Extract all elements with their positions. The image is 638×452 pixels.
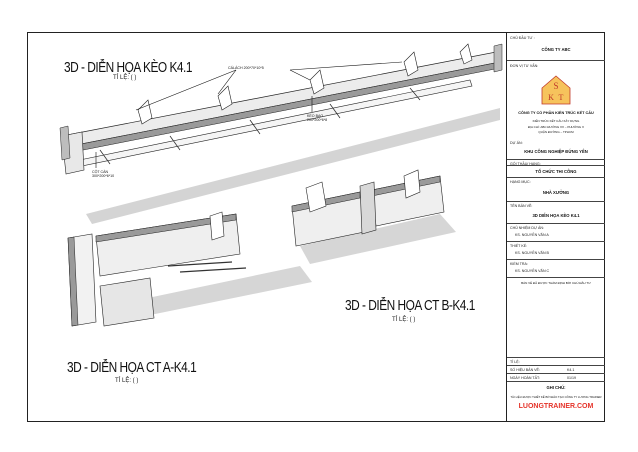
owner-row	[507, 33, 605, 61]
sheet-row	[507, 202, 605, 224]
leader-line	[290, 62, 402, 70]
meta-value: K4.1	[567, 368, 575, 372]
note-label: GHI CHÚ:	[546, 385, 566, 390]
role-name: KS. NGUYỄN VĂN C	[515, 269, 550, 273]
meta-label: TỈ LỆ:	[510, 360, 520, 364]
role-label: THIẾT KẾ:	[510, 244, 528, 248]
role-row	[507, 260, 605, 278]
meta-row	[507, 358, 605, 366]
meta-row	[507, 374, 605, 382]
purlin-cleat-note: CÁLÁCH 200*70*10*5	[228, 66, 264, 70]
ct-b-3d-view	[292, 170, 456, 264]
ct-a-brace	[180, 268, 246, 272]
item-name: TỔ CHỨC THI CÔNG	[535, 169, 577, 174]
role-row	[507, 242, 605, 260]
company-subtitle: KIẾN TRÚC KẾT CẤU XÂY DỰNG	[532, 119, 580, 123]
logo-letter-t: T	[558, 93, 564, 102]
brand-link[interactable]: LUONGTRAINER.COM	[518, 403, 594, 410]
web-member-note: KÉO BAO 200*200*6*8	[307, 114, 328, 122]
end-plate-left	[60, 126, 70, 160]
role-name: KS. NGUYỄN VĂN B	[515, 251, 549, 255]
leader-line	[290, 70, 310, 80]
company-address-2: QUẬN ĐƯỜNG – TPHCM	[538, 130, 574, 134]
meta-value: 01/19	[567, 376, 576, 380]
owner-label: CHỦ ĐẦU TƯ :	[510, 36, 535, 40]
sheet-name: 3D DIỄN HỌA KÈO K4.1	[532, 213, 580, 218]
company-name: CÔNG TY CỔ PHẦN KIẾN TRÚC KẾT CẤU	[518, 111, 594, 115]
project-name: KHU CÔNG NGHIỆP ĐỨNG YÊN	[524, 149, 588, 154]
ct-a-view-title: 3D - DIỄN HỌA CT A-K4.1	[67, 360, 197, 376]
logo-letter-s: S	[553, 81, 559, 91]
designer-label: ĐƠN VỊ TƯ VẤN:	[510, 64, 539, 68]
ct-b-splice-plate	[360, 182, 376, 234]
project-label: DỰ ÁN:	[510, 141, 523, 145]
meta-label: SỐ HIỆU BẢN VẼ:	[510, 368, 540, 372]
logo-letter-k: K	[548, 93, 554, 102]
ct-a-cleat	[210, 212, 224, 240]
truss-view-title: 3D - DIỄN HỌA KÈO K4.1	[64, 60, 192, 76]
approval-row	[507, 278, 605, 358]
ct-a-3d-view	[68, 212, 312, 326]
role-label: CHỦ NHIỆM DỰ ÁN:	[510, 226, 545, 230]
role-label: KIỂM TRA:	[510, 262, 528, 266]
meta-label: NGÀY HOÀN TẤT:	[510, 376, 540, 380]
building-name: NHÀ XƯỞNG	[542, 190, 570, 195]
project-row	[507, 138, 605, 160]
company-address: ĐỊA CHỈ: ABC ĐƯỜNG XX – PHƯỜNG X	[528, 125, 584, 129]
ct-b-view-title: 3D - DIỄN HỌA CT B-K4.1	[345, 298, 475, 314]
column-top-note: CỘT CÀN 300*200*6*10	[92, 170, 115, 178]
item-label: GÓI THẦU/ HẠNG:	[510, 162, 541, 166]
item-row	[507, 160, 605, 178]
end-plate-right	[494, 44, 502, 72]
meta-row	[507, 366, 605, 374]
building-label: HẠNG MỤC:	[510, 180, 531, 184]
ct-b-view-scale: TỈ LỆ: ( )	[392, 317, 416, 323]
truss-view-scale: TỈ LỆ: ( )	[113, 75, 137, 81]
note-text: TÀI LIỆU ĐƯỢC THIẾT KẾ BỞI ĐÀO TẠO CÔNG TY LƯƠNG TRAINER	[510, 395, 602, 399]
role-row	[507, 224, 605, 242]
company-logo	[541, 75, 571, 105]
sheet-label: TÊN BẢN VẼ:	[510, 204, 533, 208]
ct-a-base-plate	[100, 278, 154, 326]
title-block	[506, 33, 604, 421]
building-row	[507, 178, 605, 202]
owner-name: CÔNG TY ABC	[541, 47, 571, 52]
role-name: KS. NGUYỄN VĂN A	[515, 233, 549, 237]
approval-note: BẢN VẼ ĐÃ ĐƯỢC THẨM ĐỊNH BỞI CHỦ ĐẦU TƯ	[521, 281, 591, 285]
ct-a-view-scale: TỈ LỆ: ( )	[115, 378, 139, 384]
